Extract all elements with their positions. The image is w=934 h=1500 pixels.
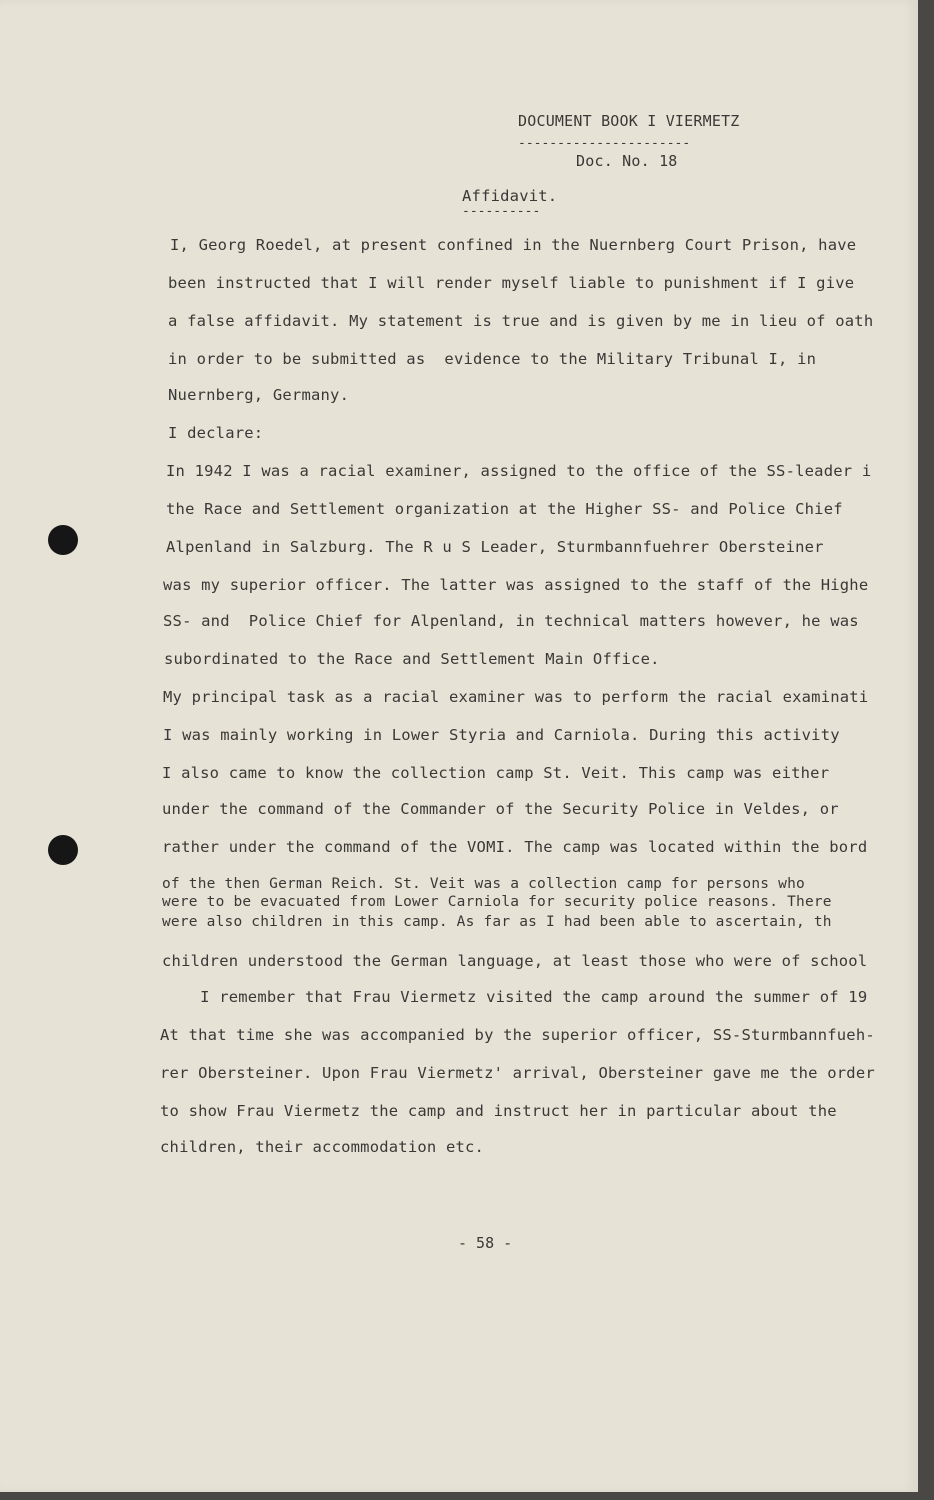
body-line: Alpenland in Salzburg. The R u S Leader, Sturmbannfuehrer Obersteiner: [166, 538, 824, 556]
body-line: was my superior officer. The latter was assigned to the staff of the Highe: [163, 576, 869, 594]
body-line: in order to be submitted as evidence to the Military Tribunal I, in: [168, 350, 817, 368]
body-line: rer Obersteiner. Upon Frau Viermetz' arrival, Obersteiner gave me the order: [160, 1064, 875, 1082]
title-rule: ----------: [462, 204, 541, 219]
body-line: I was mainly working in Lower Styria and Carniola. During this activity: [163, 726, 840, 744]
body-line: of the then German Reich. St. Veit was a collection camp for persons who: [162, 876, 805, 892]
body-line: I also came to know the collection camp St. Veit. This camp was either: [162, 764, 830, 782]
body-line: I remember that Frau Viermetz visited the camp around the summer of 19: [162, 988, 868, 1006]
body-line: My principal task as a racial examiner was to perform the racial examinati: [163, 688, 869, 706]
body-line: subordinated to the Race and Settlement Main Office.: [164, 650, 660, 668]
affidavit-title: Affidavit.: [462, 187, 558, 205]
body-line: At that time she was accompanied by the superior officer, SS-Sturmbannfueh-: [160, 1026, 875, 1044]
body-line: under the command of the Commander of the Security Police in Veldes, or: [162, 800, 839, 818]
body-line: the Race and Settlement organization at the Higher SS- and Police Chief: [166, 500, 843, 518]
header-doc-number: Doc. No. 18: [576, 152, 678, 170]
body-line: a false affidavit. My statement is true and is given by me in lieu of oath: [168, 312, 874, 330]
header-rule: ----------------------: [518, 136, 691, 151]
body-line: I declare:: [168, 424, 264, 442]
body-line: been instructed that I will render myself liable to punishment if I give: [168, 274, 855, 292]
body-line: rather under the command of the VOMI. The camp was located within the bord: [162, 838, 868, 856]
body-line: were to be evacuated from Lower Carniola for security police reasons. There: [162, 894, 832, 910]
page-number: - 58 -: [458, 1234, 513, 1252]
body-line: were also children in this camp. As far as I had been able to ascertain, th: [162, 914, 832, 930]
body-line: SS- and Police Chief for Alpenland, in technical matters however, he was: [163, 612, 859, 630]
header-book-title: DOCUMENT BOOK I VIERMETZ: [518, 112, 740, 130]
body-line: children understood the German language, at least those who were of school: [162, 952, 868, 970]
body-line: Nuernberg, Germany.: [168, 386, 350, 404]
body-line: In 1942 I was a racial examiner, assigned to the office of the SS-leader i: [166, 462, 872, 480]
body-line: children, their accommodation etc.: [160, 1138, 485, 1156]
punch-hole: [48, 525, 78, 555]
punch-hole: [48, 835, 78, 865]
body-line: I, Georg Roedel, at present confined in the Nuernberg Court Prison, have: [170, 236, 857, 254]
body-line: to show Frau Viermetz the camp and instruct her in particular about the: [160, 1102, 837, 1120]
